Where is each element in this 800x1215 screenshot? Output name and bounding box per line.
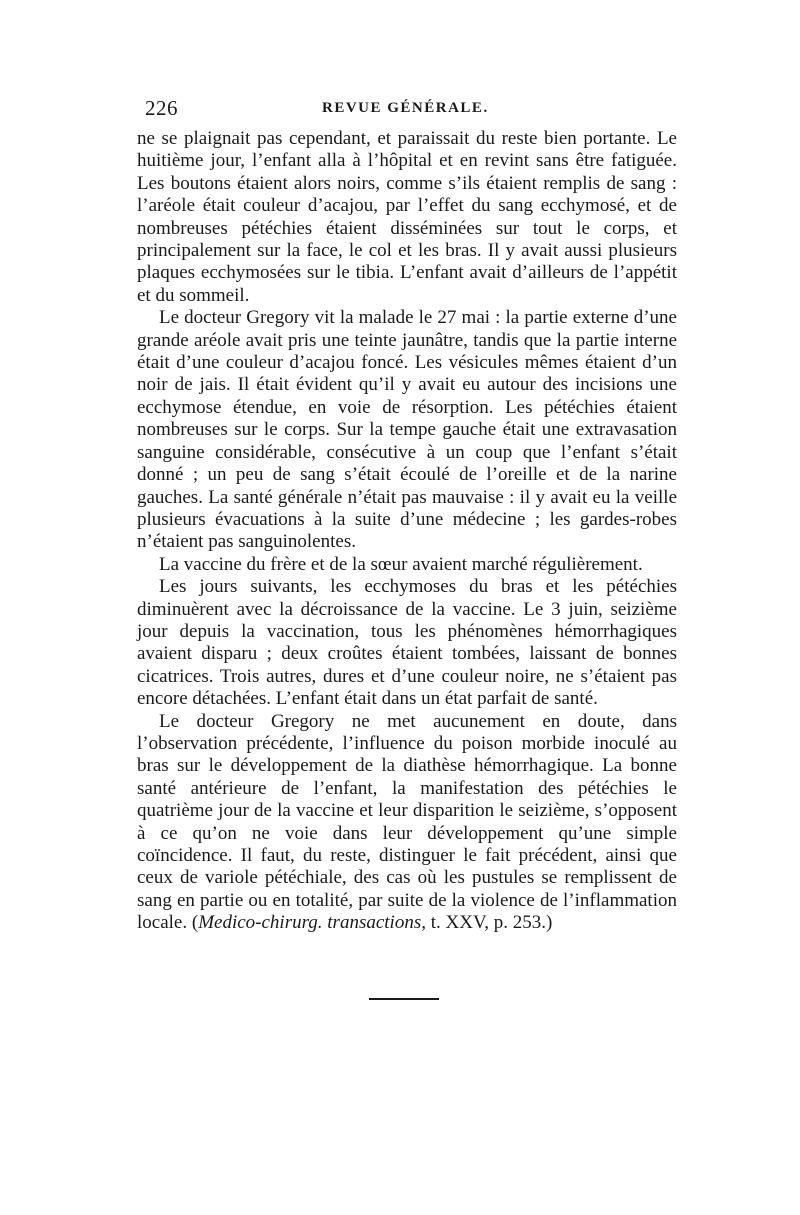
reference-volume-page: t. XXV, p. 253.) bbox=[425, 912, 553, 934]
paragraph-5-text: Le docteur Gregory ne met aucunement en doute, dans l’observation précédente, l’influence du poison morbide inoculé au bras sur le développement de la diathèse hémorrhagique. La bonne santé antérieure de l’enfant, la manifestation des pétéchies le quatrième jour de la vaccine et leur disparition le seizième, s’opposent à ce qu’on ne voie dans leur développement qu’une simple coïncidence. Il faut, du reste, distinguer le fait précédent, ainsi que ceux de variole pétéchiale, des cas où les pustules se remplissent de sang en partie ou en totalité, par suite de la violence de l’inflammation locale. ( bbox=[137, 710, 677, 934]
page-header bbox=[137, 96, 677, 126]
document-page bbox=[137, 96, 677, 935]
page-number: 226 bbox=[145, 96, 178, 120]
paragraph-5 bbox=[137, 711, 677, 935]
section-divider-rule bbox=[369, 998, 439, 1000]
paragraph-3: La vaccine du frère et de la sœur avaient marché régulièrement. bbox=[159, 553, 643, 575]
paragraph-2: Le docteur Gregory vit la malade le 27 mai : la partie externe d’une grande aréole avait pris une teinte jaunâtre, tandis que la partie interne était d’une couleur d’acajou foncé. Les vésicules mêmes étaient d’un noir de jais. Il était évident qu’il y avait eu autour des incisions une ecchymose étendue, en voie de résorption. Les pétéchies étaient nombreuses sur le corps. Sur la tempe gauche était une extravasation sanguine considérable, consécutive à un coup que l’enfant s’était donné ; un peu de sang s’était écoulé de l’oreille et de la narine gauches. La santé générale n’était pas mauvaise : il y avait eu la veille plusieurs évacuations à la suite d’une médecine ; les gardes-robes n’étaient pas sanguinolentes. bbox=[137, 307, 677, 553]
paragraph-1: ne se plaignait pas cependant, et paraissait du reste bien portante. Le huitième jour, l’enfant alla à l’hôpital et en revint sans être fatiguée. Les boutons étaient alors noirs, comme s’ils étaient remplis de sang : l’aréole était couleur d’acajou, par l’effet du sang ecchymosé, et de nombreuses pétéchies étaient disséminées sur tout le corps, et principalement sur la face, le col et les bras. Il y avait aussi plusieurs plaques ecchymosées sur le tibia. L’enfant avait d’ailleurs de l’appétit et du sommeil. bbox=[137, 128, 677, 306]
running-head: REVUE GÉNÉRALE. bbox=[322, 100, 489, 116]
body-text bbox=[137, 128, 677, 935]
journal-reference: Medico-chirurg. transactions, bbox=[198, 912, 426, 934]
paragraph-4: Les jours suivants, les ecchymoses du bras et les pétéchies diminuèrent avec la décroissance de la vaccine. Le 3 juin, seizième jour depuis la vaccination, tous les phénomènes hémorrhagiques avaient disparu ; deux croûtes étaient tombées, laissant de bonnes cicatrices. Trois autres, dures et d’une couleur noire, ne s’étaient pas encore détachées. L’enfant était dans un état parfait de santé. bbox=[137, 576, 677, 710]
